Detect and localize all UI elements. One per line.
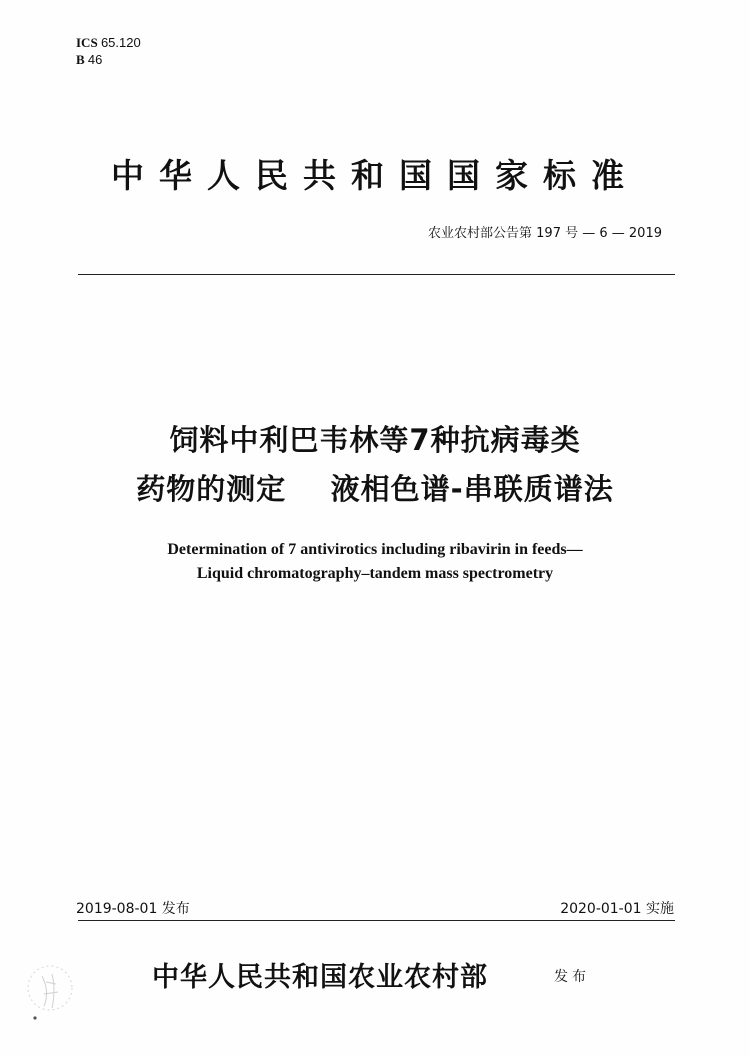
document-title-en-line2: Liquid chromatography–tandem mass spectrometry (196, 565, 554, 582)
standard-number: 农业农村部公告第 197 号 — 6 — 2019 (428, 226, 662, 241)
ccs-label: B (76, 52, 85, 67)
document-title-cn-line2: 药物的测定 液相色谱-串联质谱法 (136, 472, 614, 506)
faint-seal-mark (22, 962, 78, 1022)
standard-type-title: 中华人民共和国国家标准 (111, 156, 639, 195)
ics-label: ICS (76, 35, 98, 50)
ccs-code (76, 51, 141, 68)
ccs-value: 46 (87, 52, 103, 67)
document-title-en-line1: Determination of 7 antivirotics including ribavirin in feeds— (167, 541, 583, 558)
issuing-authority-suffix: 发布 (554, 969, 590, 985)
issuing-authority: 中华人民共和国农业农村部 (152, 962, 488, 993)
issue-date: 2019-08-01 发布 (76, 901, 190, 917)
top-divider (78, 274, 675, 275)
ics-code (76, 34, 141, 51)
bottom-divider (78, 920, 675, 921)
ics-value: 65.120 (100, 35, 141, 50)
effective-date: 2020-01-01 实施 (560, 901, 674, 917)
document-title-cn-line1: 饲料中利巴韦林等7种抗病毒类 (169, 423, 581, 457)
classification-codes (76, 34, 141, 68)
